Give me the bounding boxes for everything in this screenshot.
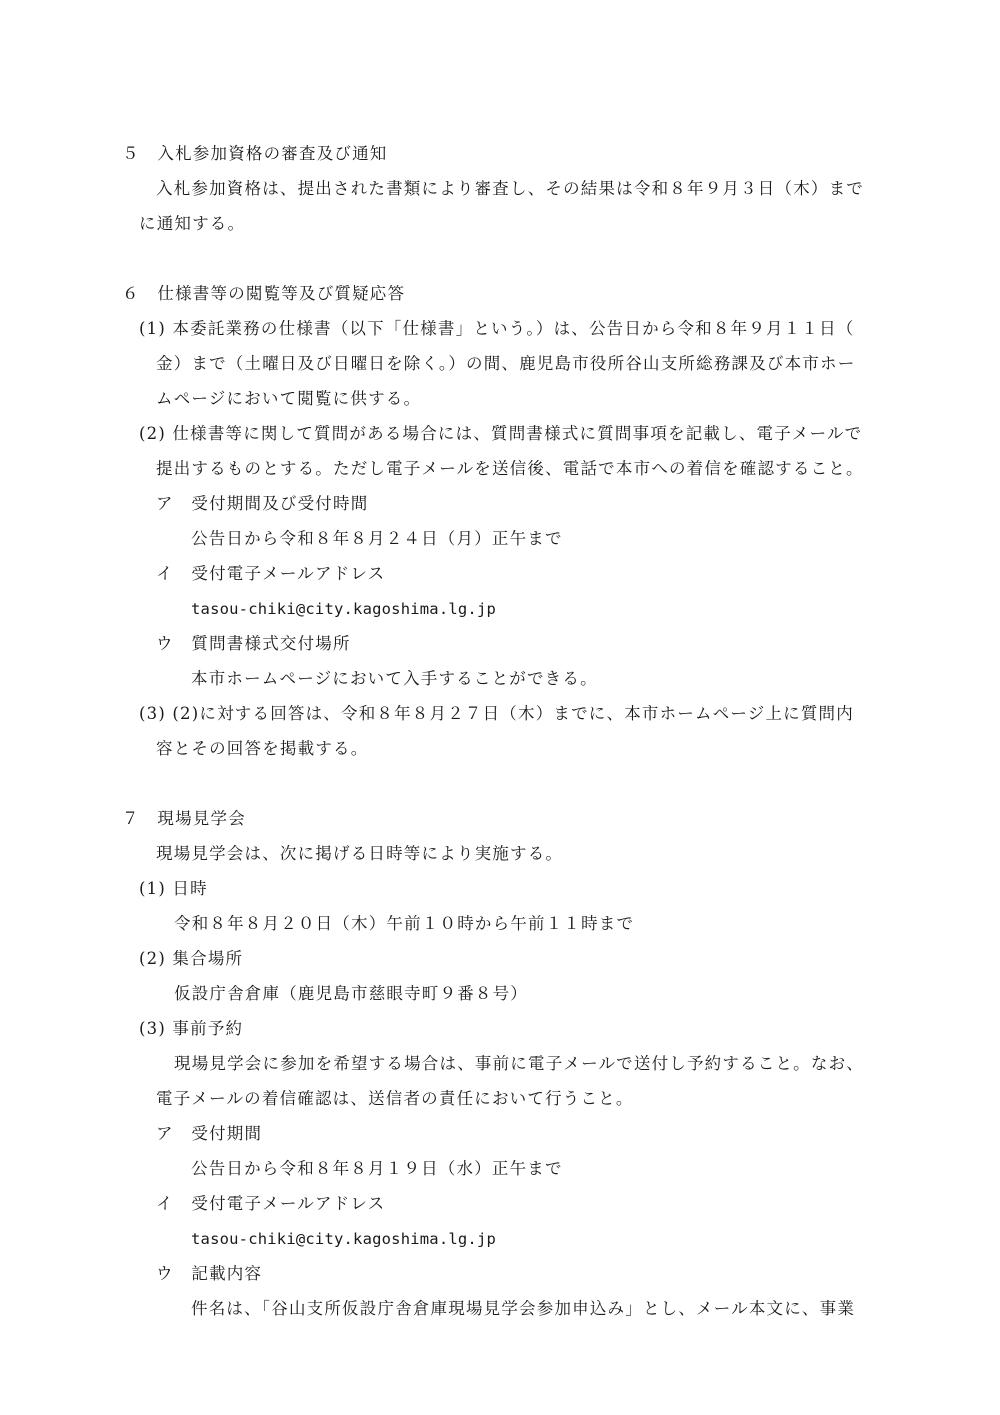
list-item: (3) 事前予約 (139, 1019, 244, 1038)
paragraph-line: 公告日から令和８年８月２４日（月）正午まで (191, 529, 563, 548)
sub-item-heading: ア 受付期間 (156, 1124, 263, 1143)
section-5-heading: ５ 入札参加資格の審査及び通知 (122, 144, 388, 163)
list-item: (1) 本委託業務の仕様書（以下「仕様書」という。）は、公告日から令和８年９月１１日（ (139, 319, 855, 338)
paragraph-line: 金）まで（土曜日及び日曜日を除く。）の間、鹿児島市役所谷山支所総務課及び本市ホー (156, 354, 856, 373)
paragraph-line: ムページにおいて閲覧に供する。 (156, 389, 422, 408)
paragraph-line: 容とその回答を掲載する。 (156, 739, 369, 758)
paragraph-line: 電子メールの着信確認は、送信者の責任において行うこと。 (156, 1089, 634, 1108)
paragraph-line: 現場見学会に参加を希望する場合は、事前に電子メールで送付し予約すること。なお、 (174, 1054, 864, 1073)
list-item: (2) 仕様書等に関して質問がある場合には、質問書様式に質問事項を記載し、電子メールで (139, 424, 863, 443)
paragraph-line: 入札参加資格は、提出された書類により審査し、その結果は令和８年９月３日（木）まで (156, 179, 864, 198)
paragraph-line: 現場見学会は、次に掲げる日時等により実施する。 (156, 844, 564, 863)
sub-item-heading: ア 受付期間及び受付時間 (156, 494, 369, 513)
paragraph-line: 公告日から令和８年８月１９日（水）正午まで (191, 1159, 563, 1178)
sub-item-heading: イ 受付電子メールアドレス (156, 1194, 386, 1213)
list-item: (2) 集合場所 (139, 949, 244, 968)
paragraph-line: 件名は、「谷山支所仮設庁舎倉庫現場見学会参加申込み」とし、メール本文に、事業 (191, 1299, 856, 1318)
sub-item-heading: ウ 記載内容 (156, 1264, 263, 1283)
email-address[interactable]: tasou-chiki@city.kagoshima.lg.jp (191, 600, 497, 618)
paragraph-line: 仮設庁舎倉庫（鹿児島市慈眼寺町９番８号） (174, 984, 528, 1003)
paragraph-line: 令和８年８月２０日（木）午前１０時から午前１１時まで (174, 914, 635, 933)
section-6-heading: ６ 仕様書等の閲覧等及び質疑応答 (122, 284, 406, 303)
list-item: (3) (2)に対する回答は、令和８年８月２７日（木）までに、本市ホームページ上に質問内 (139, 704, 854, 723)
sub-item-heading: ウ 質問書様式交付場所 (156, 634, 351, 653)
sub-item-heading: イ 受付電子メールアドレス (156, 564, 386, 583)
paragraph-line: に通知する。 (139, 214, 246, 233)
section-7-heading: ７ 現場見学会 (122, 809, 246, 828)
list-item: (1) 日時 (139, 879, 208, 898)
paragraph-line: 提出するものとする。ただし電子メールを送信後、電話で本市への着信を確認すること。 (156, 459, 864, 478)
paragraph-line: 本市ホームページにおいて入手することができる。 (191, 669, 598, 688)
email-address[interactable]: tasou-chiki@city.kagoshima.lg.jp (191, 1230, 497, 1248)
